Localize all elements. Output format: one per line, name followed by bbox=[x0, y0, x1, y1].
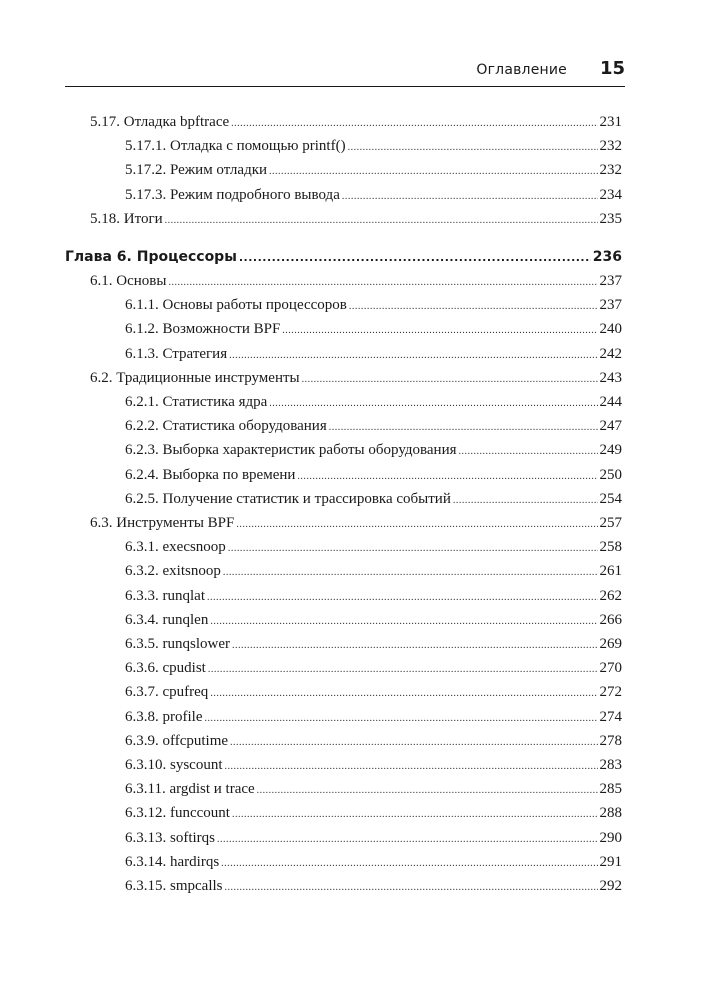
dot-leader bbox=[349, 295, 598, 319]
dot-leader bbox=[231, 112, 597, 136]
dot-leader bbox=[210, 610, 597, 634]
toc-entry[interactable] bbox=[125, 656, 622, 680]
toc-entry-page: 258 bbox=[599, 539, 622, 556]
toc-entry[interactable] bbox=[125, 850, 622, 874]
dot-leader bbox=[459, 440, 598, 464]
toc-entry-page: 231 bbox=[599, 114, 622, 130]
toc-entry-title: 6.3.3. runqlat bbox=[125, 587, 205, 604]
toc-entry[interactable] bbox=[125, 463, 622, 487]
toc-entry-title: 6.3.6. cpudist bbox=[125, 660, 206, 677]
toc-entry-title: 6.3.8. profile bbox=[125, 708, 203, 725]
toc-entry-page: 232 bbox=[599, 138, 622, 155]
dot-leader bbox=[453, 489, 598, 513]
toc-entry-title: 6.3.10. syscount bbox=[125, 757, 223, 773]
toc-entry[interactable] bbox=[125, 753, 622, 777]
toc-entry-title: 6.2. Традиционные инструменты bbox=[90, 369, 300, 386]
toc-entry[interactable] bbox=[125, 134, 622, 158]
toc-entry-title: 6.3.7. cpufreq bbox=[125, 684, 209, 701]
toc-entry-title: 6.3.9. offcputime bbox=[125, 732, 229, 749]
toc-entry[interactable] bbox=[125, 705, 622, 729]
toc-entry-title: 5.17.1. Отладка с помощью printf() bbox=[125, 138, 346, 155]
toc-entry-title: 5.17.3. Режим подробного вывода bbox=[125, 186, 340, 203]
dot-leader bbox=[223, 561, 598, 585]
toc-entry-page: 291 bbox=[599, 853, 622, 870]
toc-entry-page: 243 bbox=[599, 369, 622, 386]
dot-leader bbox=[282, 319, 597, 343]
toc-entry-page: 266 bbox=[599, 611, 622, 628]
toc-entry-page: 232 bbox=[599, 162, 622, 179]
toc-entry-page: 257 bbox=[599, 515, 622, 531]
dot-leader bbox=[269, 160, 597, 184]
toc-entry[interactable] bbox=[125, 559, 622, 583]
dot-leader bbox=[165, 209, 598, 233]
toc-entry-page: 261 bbox=[599, 563, 622, 580]
dot-leader bbox=[168, 271, 597, 295]
toc-entry-page: 250 bbox=[599, 466, 622, 483]
toc-entry-title: 6.2.2. Статистика оборудования bbox=[125, 418, 327, 435]
toc-entry-title: 6.3.2. exitsnoop bbox=[125, 563, 221, 580]
toc-entry[interactable] bbox=[90, 110, 622, 134]
dot-leader bbox=[230, 731, 597, 755]
toc-entry[interactable] bbox=[125, 183, 622, 207]
toc-entry-page: 244 bbox=[599, 394, 622, 410]
toc-entry[interactable] bbox=[125, 608, 622, 632]
toc-entry[interactable] bbox=[125, 729, 622, 753]
toc-entry[interactable] bbox=[125, 487, 622, 511]
toc-entry[interactable] bbox=[125, 414, 622, 438]
toc-entry-page: 269 bbox=[599, 636, 622, 652]
toc-entry-title: 6.1. Основы bbox=[90, 273, 167, 289]
toc-entry[interactable] bbox=[125, 390, 622, 414]
toc-entry-title: 6.3.1. execsnoop bbox=[125, 539, 226, 556]
toc-entry-title: 6.1.3. Стратегия bbox=[125, 345, 228, 362]
toc-entry-page: 272 bbox=[599, 684, 622, 701]
toc-entry-title: 6.3.13. softirqs bbox=[125, 829, 215, 846]
toc-entry-title: 6.3.5. runqslower bbox=[125, 636, 230, 652]
dot-leader bbox=[342, 185, 598, 209]
toc-entry-title: 6.2.1. Статистика ядра bbox=[125, 394, 268, 410]
toc-entry-page: 262 bbox=[599, 587, 622, 604]
toc-entry[interactable] bbox=[125, 874, 622, 898]
toc-entry[interactable] bbox=[125, 632, 622, 656]
toc-entry[interactable] bbox=[125, 293, 622, 317]
toc-entry-title: 6.3.14. hardirqs bbox=[125, 853, 220, 870]
dot-leader bbox=[210, 682, 597, 706]
toc-entry-title: 6.1.1. Основы работы процессоров bbox=[125, 297, 347, 314]
toc-entry-page: 285 bbox=[599, 781, 622, 798]
toc-entry[interactable] bbox=[125, 584, 622, 608]
toc-entry-title: 5.17. Отладка bpftrace bbox=[90, 114, 230, 130]
toc-entry[interactable] bbox=[125, 801, 622, 825]
toc-entry-title: 6.1.2. Возможности BPF bbox=[125, 321, 281, 338]
toc-entry-title: 6.3. Инструменты BPF bbox=[90, 515, 235, 531]
toc-entry-page: 278 bbox=[599, 732, 622, 749]
toc-entry[interactable] bbox=[125, 438, 622, 462]
dot-leader bbox=[269, 392, 597, 416]
toc-entry-page: 235 bbox=[599, 210, 622, 227]
dot-leader bbox=[257, 779, 598, 803]
toc-entry-page: 270 bbox=[599, 660, 622, 677]
toc-entry-page: 240 bbox=[599, 321, 622, 338]
toc-entry-page: 237 bbox=[599, 297, 622, 314]
toc-entry-page: 237 bbox=[599, 273, 622, 289]
page-header bbox=[65, 58, 625, 87]
dot-leader bbox=[204, 707, 597, 731]
toc-chapter-entry[interactable] bbox=[65, 245, 622, 269]
toc-entry-title: 6.3.12. funccount bbox=[125, 805, 230, 822]
toc-entry[interactable] bbox=[125, 680, 622, 704]
toc-entry-title: 6.3.11. argdist и trace bbox=[125, 781, 255, 798]
dot-leader bbox=[207, 586, 598, 610]
toc-entry-title: 6.3.15. smpcalls bbox=[125, 878, 223, 894]
toc-entry-page: 247 bbox=[599, 418, 622, 435]
dot-leader bbox=[236, 513, 597, 537]
toc-entry-page: 290 bbox=[599, 829, 622, 846]
toc-entry-title: 6.2.5. Получение статистик и трассировка событий bbox=[125, 490, 451, 507]
toc-entry[interactable] bbox=[125, 535, 622, 559]
running-title: Оглавление bbox=[476, 62, 567, 78]
dot-leader bbox=[232, 634, 598, 658]
toc-entry-page: 249 bbox=[599, 442, 622, 459]
dot-leader bbox=[297, 465, 597, 489]
toc-entry-page: 274 bbox=[599, 708, 622, 725]
toc-entry-page: 292 bbox=[599, 878, 622, 894]
dot-leader bbox=[225, 755, 598, 779]
toc-entry[interactable] bbox=[125, 777, 622, 801]
toc-entry-title: Глава 6. Процессоры bbox=[65, 249, 237, 265]
toc-entry-page: 254 bbox=[599, 490, 622, 507]
toc-entry-page: 242 bbox=[599, 345, 622, 362]
dot-leader bbox=[208, 658, 598, 682]
toc-entry[interactable] bbox=[90, 366, 622, 390]
dot-leader bbox=[348, 136, 598, 160]
toc-entry-title: 5.17.2. Режим отладки bbox=[125, 162, 268, 179]
toc-entry-title: 6.2.3. Выборка характеристик работы оборудования bbox=[125, 442, 457, 459]
dot-leader bbox=[232, 803, 598, 827]
dot-leader bbox=[239, 246, 591, 270]
toc-entry-page: 234 bbox=[599, 186, 622, 203]
toc-entry[interactable] bbox=[125, 317, 622, 341]
dot-leader bbox=[221, 852, 597, 876]
dot-leader bbox=[225, 876, 598, 900]
dot-leader bbox=[302, 368, 598, 392]
toc-entry[interactable] bbox=[90, 207, 622, 231]
toc-entry[interactable] bbox=[90, 269, 622, 293]
toc-entry-title: 6.3.4. runqlen bbox=[125, 611, 209, 628]
dot-leader bbox=[329, 416, 598, 440]
toc-entry-title: 5.18. Итоги bbox=[90, 210, 163, 227]
dot-leader bbox=[228, 537, 598, 561]
toc-entry-page: 288 bbox=[599, 805, 622, 822]
toc-entry-page: 236 bbox=[592, 249, 622, 265]
toc-entry[interactable] bbox=[125, 158, 622, 182]
dot-leader bbox=[229, 344, 597, 368]
toc-entry[interactable] bbox=[125, 342, 622, 366]
page-number: 15 bbox=[599, 58, 625, 79]
toc-entry[interactable] bbox=[90, 511, 622, 535]
dot-leader bbox=[217, 828, 598, 852]
toc-entry-page: 283 bbox=[599, 757, 622, 773]
toc-entry-title: 6.2.4. Выборка по времени bbox=[125, 466, 296, 483]
toc-entry[interactable] bbox=[125, 826, 622, 850]
